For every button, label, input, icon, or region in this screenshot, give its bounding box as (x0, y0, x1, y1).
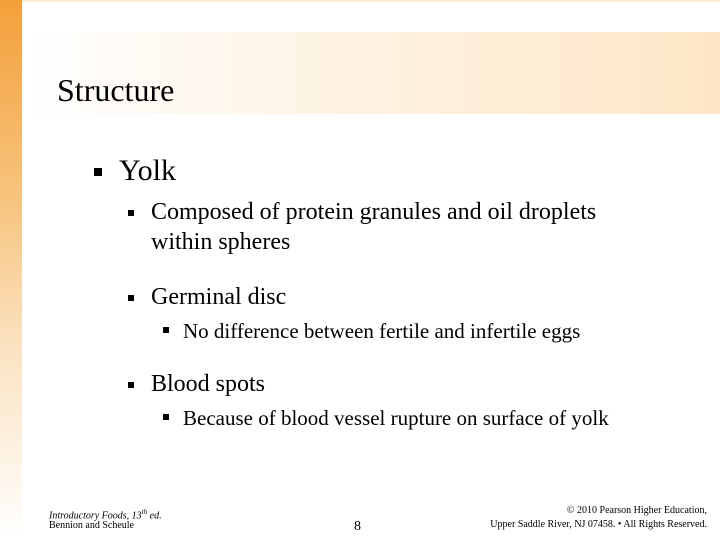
footer-copyright-line2: Upper Saddle River, NJ 07458. • All Rights Reserved. (490, 519, 707, 530)
bullet-because: Because of blood vessel rupture on surface of yolk (183, 406, 609, 430)
page-number: 8 (354, 519, 361, 534)
footer-book-title-text: Introductory Foods, 13 (49, 510, 142, 522)
slide-title: Structure (57, 72, 175, 108)
bullet-germinal-disc: Germinal disc (151, 284, 287, 310)
bullet-icon (128, 295, 134, 301)
bullet-blood-spots: Blood spots (151, 371, 266, 397)
bullet-icon (128, 210, 134, 216)
bullet-no-difference: No difference between fertile and infertile eggs (183, 319, 581, 343)
bullet-icon (163, 327, 169, 333)
bullet-icon (128, 382, 134, 388)
footer-book-title-sup: th (141, 508, 148, 516)
footer-book-title-ed: ed. (147, 510, 162, 522)
footer-copyright-line1: © 2010 Pearson Higher Education, (566, 505, 707, 516)
bullet-yolk: Yolk (119, 154, 176, 187)
bullet-icon (163, 414, 169, 420)
bullet-icon (94, 168, 102, 176)
bullet-composed-line1: Composed of protein granules and oil droplets (151, 199, 597, 225)
top-rule (0, 0, 720, 2)
bullet-composed-line2: within spheres (151, 229, 291, 255)
side-accent-bar (0, 0, 22, 540)
footer-authors: Bennion and Scheule (49, 520, 134, 531)
